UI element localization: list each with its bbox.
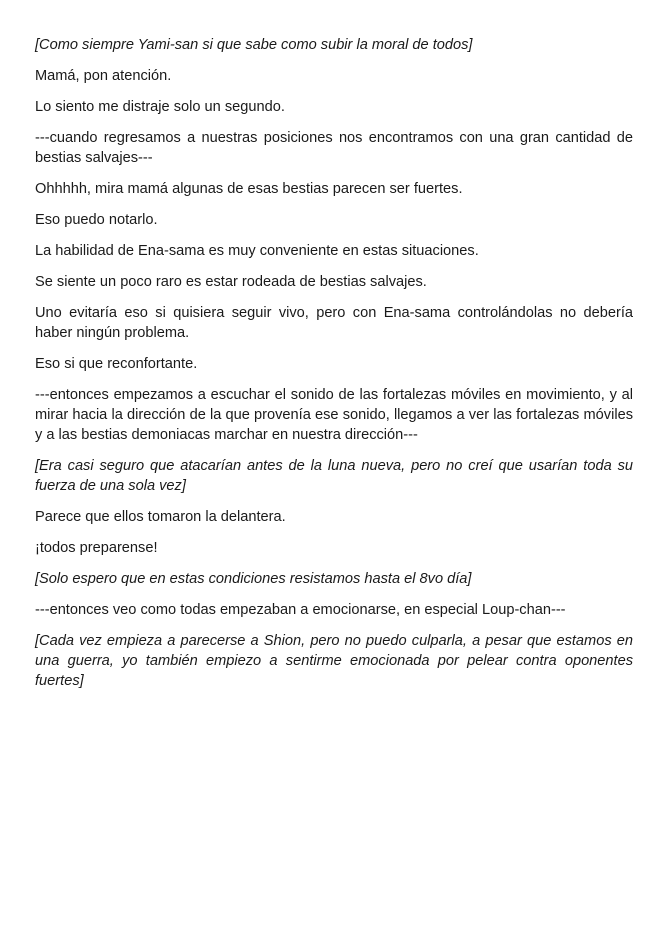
paragraph-5: Ohhhhh, mira mamá algunas de esas bestias parecen ser fuertes. [35,181,463,197]
paragraph-9: Uno evitaría eso si quisiera seguir vivo, pero con Ena-sama controlándolas no debería haber ningún problema. [35,305,633,341]
paragraph-6: Eso puedo notarlo. [35,212,158,228]
paragraph-14: ¡todos preparense! [35,540,158,556]
paragraph-4: ---cuando regresamos a nuestras posiciones nos encontramos con una gran cantidad de bestias salvajes--- [35,130,633,166]
paragraph-8: Se siente un poco raro es estar rodeada de bestias salvajes. [35,274,427,290]
paragraph-17: [Cada vez empieza a parecerse a Shion, pero no puedo culparla, a pesar que estamos en una guerra, yo también empiezo a sentirme emocionada por pelear contra oponentes fuertes] [35,633,633,689]
paragraph-7: La habilidad de Ena-sama es muy conveniente en estas situaciones. [35,243,479,259]
paragraph-16: ---entonces veo como todas empezaban a emocionarse, en especial Loup-chan--- [35,602,566,618]
paragraph-13: Parece que ellos tomaron la delantera. [35,509,286,525]
paragraph-15: [Solo espero que en estas condiciones resistamos hasta el 8vo día] [35,571,472,587]
paragraph-3: Lo siento me distraje solo un segundo. [35,99,285,115]
paragraph-11: ---entonces empezamos a escuchar el sonido de las fortalezas móviles en movimiento, y al mirar hacia la dirección de la que provenía ese sonido, llegamos a ver las fortalezas móviles y a las bestias demoniacas marchar en nuestra dirección--- [35,387,633,443]
paragraph-12: [Era casi seguro que atacarían antes de la luna nueva, pero no creí que usarían toda su fuerza de una sola vez] [35,458,633,494]
paragraph-2: Mamá, pon atención. [35,68,172,84]
document-text [35,35,633,702]
paragraph-10: Eso si que reconfortante. [35,356,198,372]
paragraph-1: [Como siempre Yami-san si que sabe como subir la moral de todos] [35,37,473,53]
